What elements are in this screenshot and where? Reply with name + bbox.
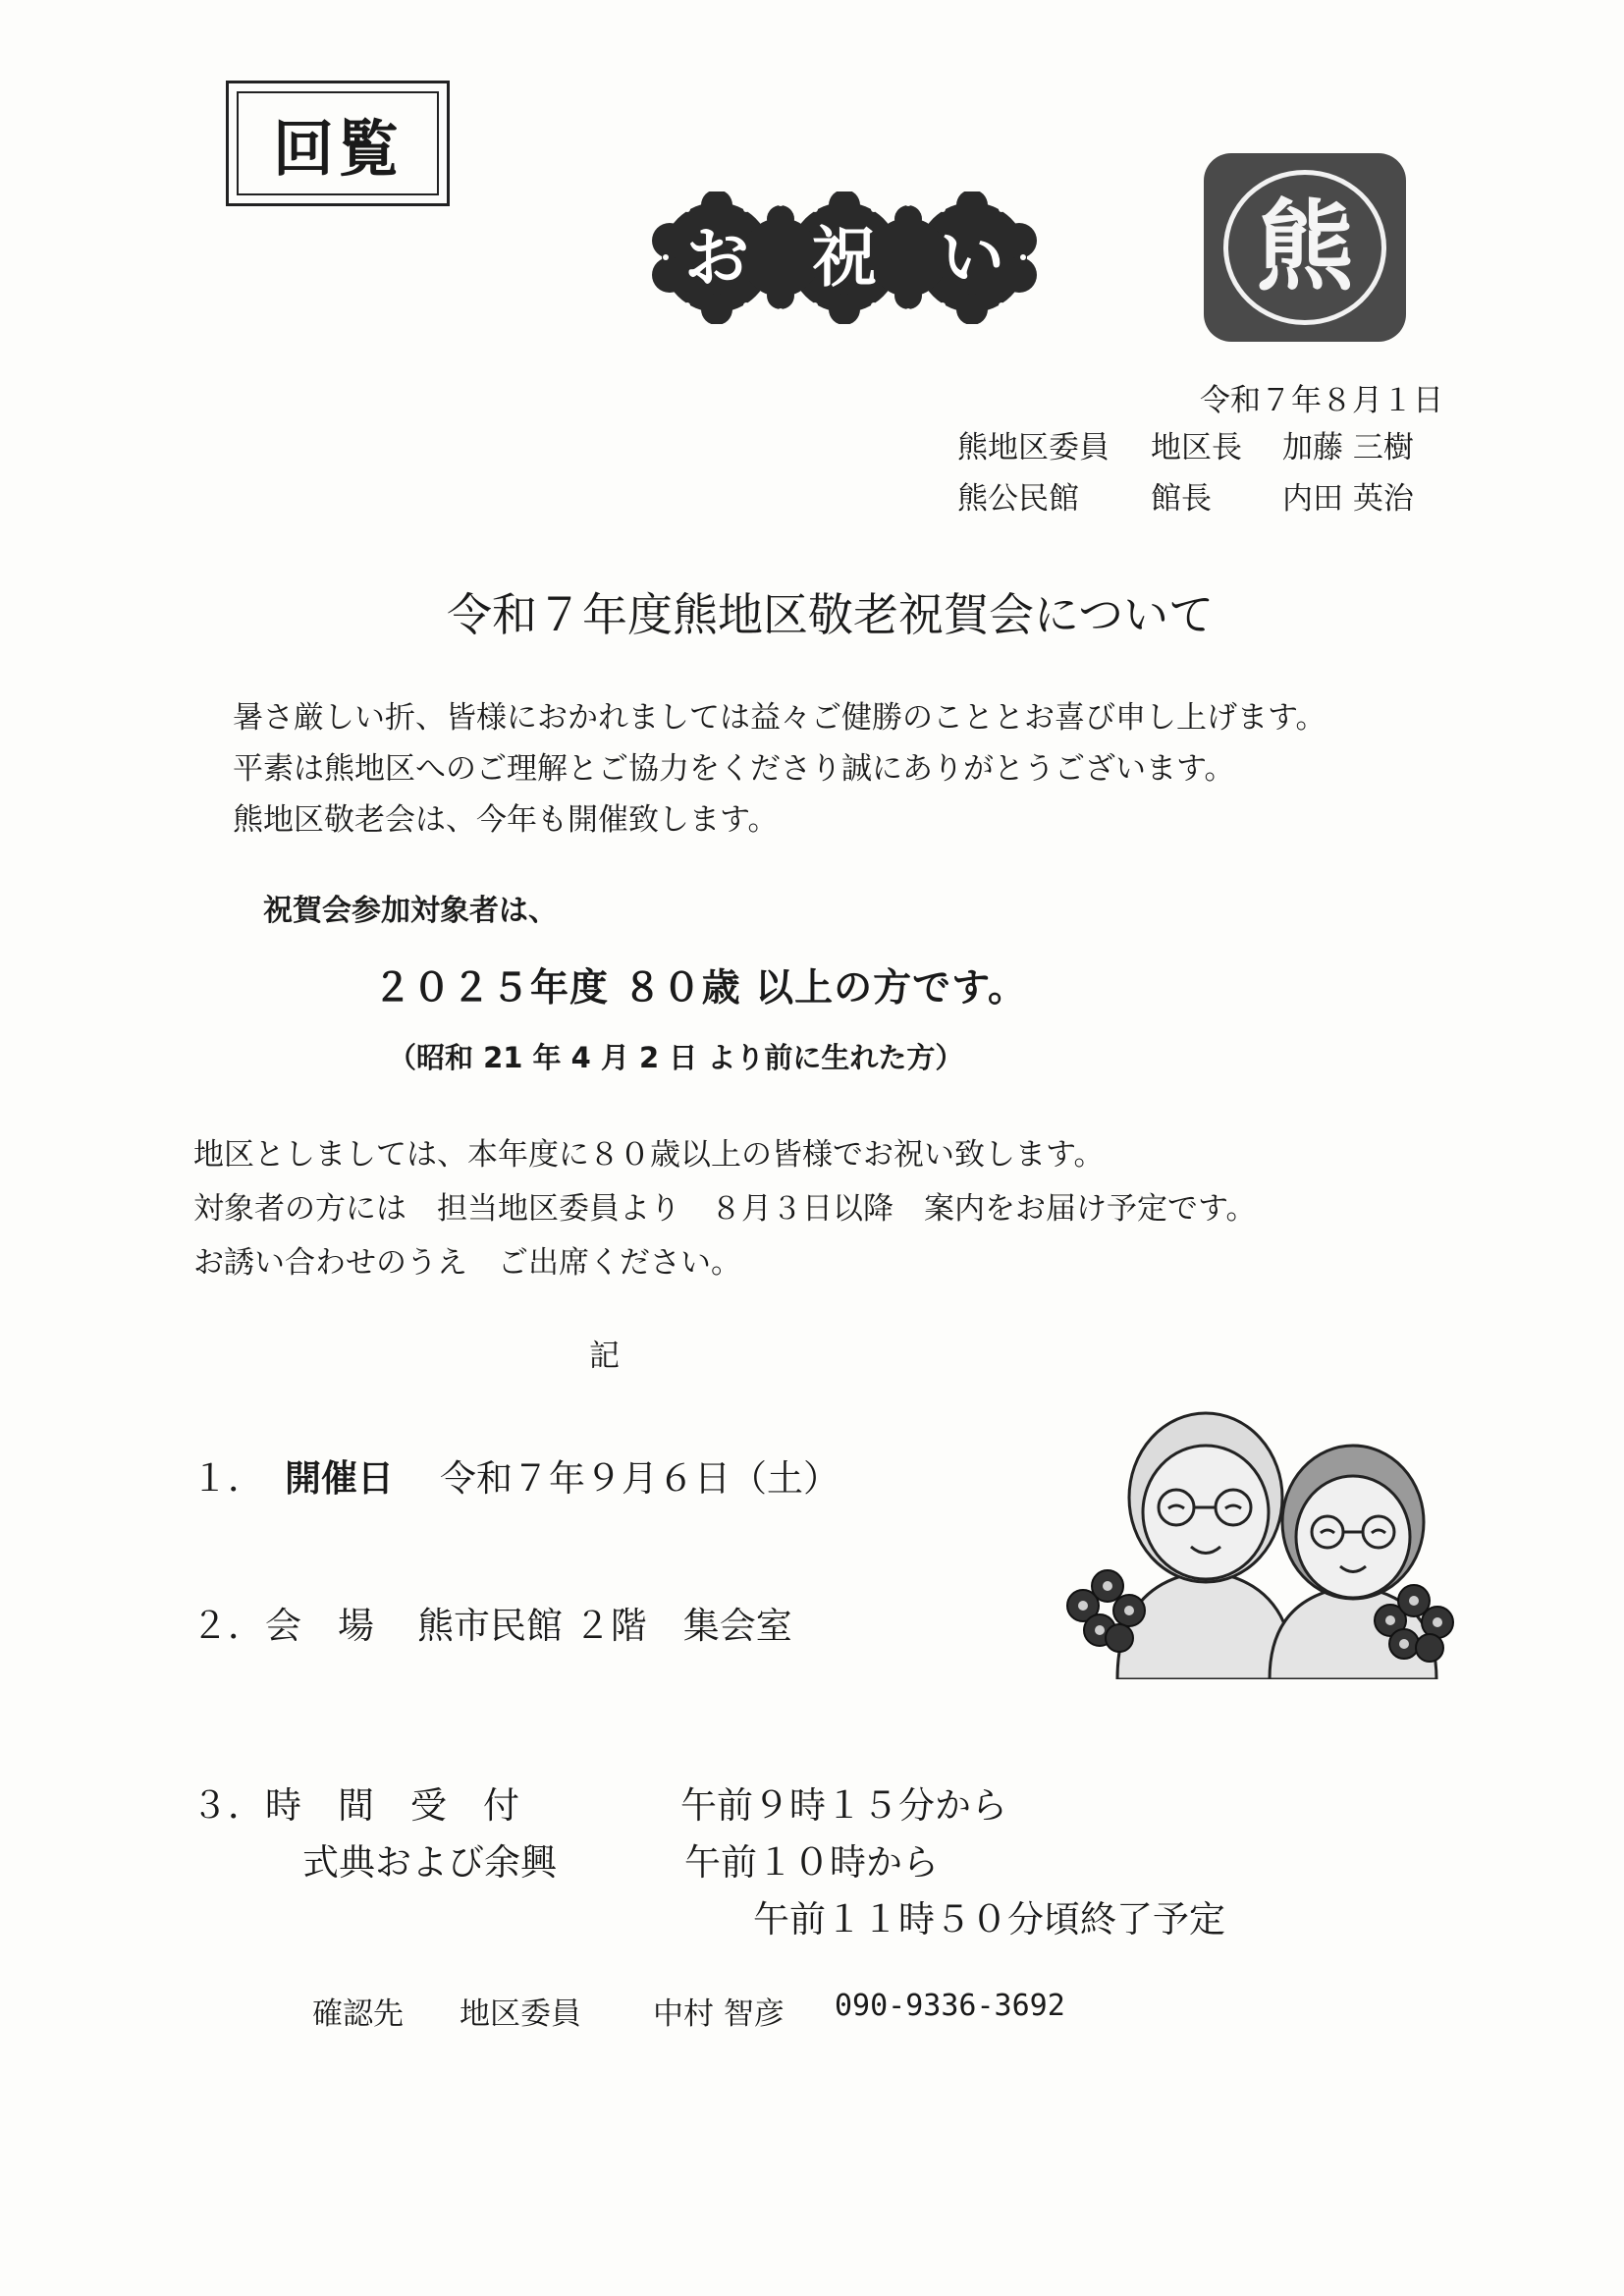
target-main: ２０２５年度 ８０歳 以上の方です。 bbox=[373, 966, 1028, 1011]
contact-role: 地区委員 bbox=[460, 1996, 581, 2032]
document-date: 令和７年８月１日 bbox=[1200, 383, 1443, 418]
item-date-value: 令和７年９月６日（土） bbox=[440, 1457, 839, 1500]
contact-name: 中村 智彦 bbox=[653, 1996, 785, 2032]
ki-heading: 記 bbox=[589, 1339, 620, 1374]
intro-line-3: 熊地区敬老会は、今年も開催致します。 bbox=[233, 802, 779, 838]
emblem-char: 熊 bbox=[1256, 190, 1354, 304]
item-date-label: 開催日 bbox=[285, 1457, 394, 1500]
notice-line-2: 対象者の方には 担当地区委員より ８月３日以降 案内をお届け予定です。 bbox=[193, 1191, 1257, 1227]
issuer-name-1: 加藤 三樹 bbox=[1282, 430, 1414, 465]
document-title: 令和７年度熊地区敬老祝賀会について bbox=[447, 588, 1215, 641]
target-intro: 祝賀会参加対象者は、 bbox=[263, 894, 558, 928]
contact-label: 確認先 bbox=[312, 1996, 404, 2032]
item-venue-number: ２． bbox=[191, 1605, 264, 1647]
item-time-label: 時 間 受 付 bbox=[265, 1784, 519, 1827]
circulation-label: 回覧 bbox=[272, 112, 403, 185]
item-time-number: ３． bbox=[191, 1784, 264, 1827]
banner-char-2: 祝 bbox=[812, 220, 877, 296]
issuer-name-2: 内田 英治 bbox=[1282, 481, 1414, 517]
item-venue-label: 会 場 bbox=[265, 1605, 374, 1647]
district-emblem bbox=[1204, 153, 1406, 342]
issuer-role-2: 館長 bbox=[1151, 481, 1212, 517]
circulation-stamp bbox=[226, 81, 450, 206]
issuer-org-2: 熊公民館 bbox=[957, 481, 1079, 517]
item-venue-value: 熊市民館 ２階 集会室 bbox=[417, 1605, 792, 1647]
intro-line-2: 平素は熊地区へのご理解とご協力をくださり誠にありがとうございます。 bbox=[233, 751, 1235, 787]
target-note: （昭和 21 年 4 月 2 日 より前に生れた方） bbox=[388, 1041, 964, 1074]
item-ceremony-label: 式典および余興 bbox=[302, 1841, 557, 1884]
celebration-banner bbox=[648, 191, 1041, 324]
issuer-role-1: 地区長 bbox=[1151, 430, 1242, 465]
item-time-reception: 午前９時１５分から bbox=[680, 1784, 1007, 1827]
notice-line-1: 地区としましては、本年度に８０歳以上の皆様でお祝い致します。 bbox=[193, 1137, 1105, 1173]
item-end-value: 午前１１時５０分頃終了予定 bbox=[753, 1898, 1225, 1941]
elderly-couple-illustration bbox=[1058, 1385, 1471, 1679]
banner-char-3: い bbox=[940, 220, 1004, 296]
item-ceremony-value: 午前１０時から bbox=[684, 1841, 939, 1884]
issuer-org-1: 熊地区委員 bbox=[957, 430, 1110, 465]
banner-char-1: お bbox=[684, 220, 749, 296]
contact-phone: 090-9336-3692 bbox=[835, 1989, 1065, 2023]
item-date-number: １． bbox=[191, 1457, 264, 1500]
notice-line-3: お誘い合わせのうえ ご出席ください。 bbox=[193, 1245, 741, 1281]
intro-line-1: 暑さ厳しい折、皆様におかれましては益々ご健勝のこととお喜び申し上げます。 bbox=[233, 700, 1326, 736]
emblem-ring bbox=[1223, 170, 1386, 325]
